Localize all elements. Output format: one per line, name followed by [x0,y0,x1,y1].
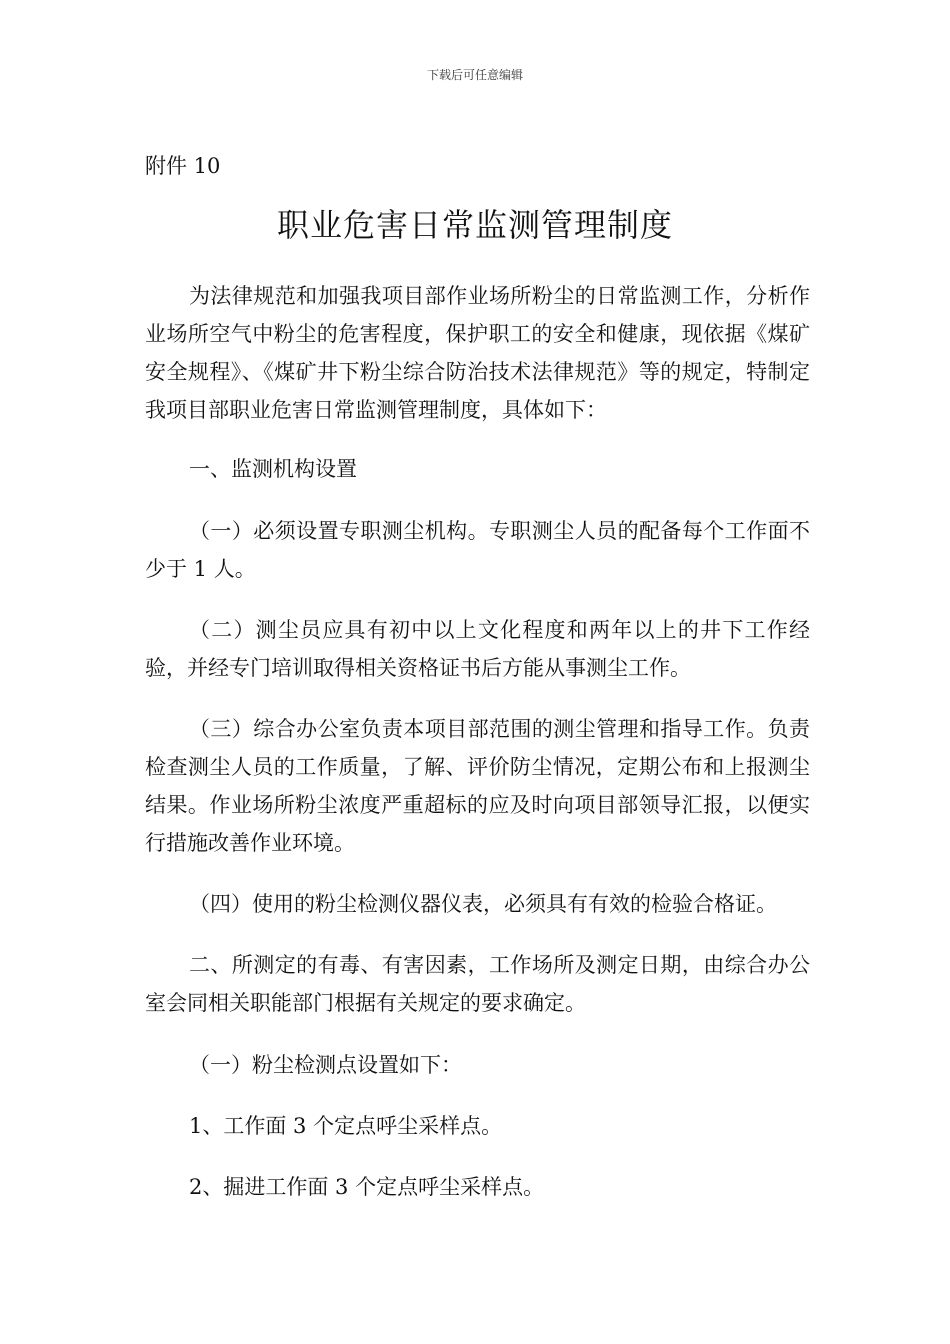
paragraph-1-1: （一）必须设置专职测尘机构。专职测尘人员的配备每个工作面不少于 1 人。 [145,519,810,581]
document-title: 职业危害日常监测管理制度 [276,206,673,244]
paragraph-1-3: （三）综合办公室负责本项目部范围的测尘管理和指导工作。负责检查测尘人员的工作质量，了解、评价防尘情况，定期公布和上报测尘结果。作业场所粉尘浓度严重超标的应及时向项目部领导汇报，以便实行措施改善作业环境。 [145,717,810,855]
intro-paragraph: 为法律规范和加强我项目部作业场所粉尘的日常监测工作，分析作业场所空气中粉尘的危害程度，保护职工的安全和健康，现依据《煤矿安全规程》、《煤矿井下粉尘综合防治技术法律规范》等的规定，特制定我项目部职业危害日常监测管理制度，具体如下： [145,284,810,422]
list-item-2: 2、掘进工作面 3 个定点呼尘采样点。 [189,1175,545,1199]
paragraph-2-1: （一）粉尘检测点设置如下： [189,1053,462,1077]
paragraph-1-2: （二）测尘员应具有初中以上文化程度和两年以上的井下工作经验，并经专门培训取得相关资格证书后方能从事测尘工作。 [145,618,810,680]
list-item-1: 1、工作面 3 个定点呼尘采样点。 [189,1114,503,1138]
attachment-label: 附件 10 [145,154,221,178]
paragraph-1-4: （四）使用的粉尘检测仪器仪表，必须具有有效的检验合格证。 [189,892,777,916]
section-heading-1: 一、监测机构设置 [189,457,357,481]
section-heading-2: 二、所测定的有毒、有害因素，工作场所及测定日期，由综合办公室会同相关职能部门根据有关规定的要求确定。 [145,953,810,1015]
header-note: 下载后可任意编辑 [426,68,523,82]
